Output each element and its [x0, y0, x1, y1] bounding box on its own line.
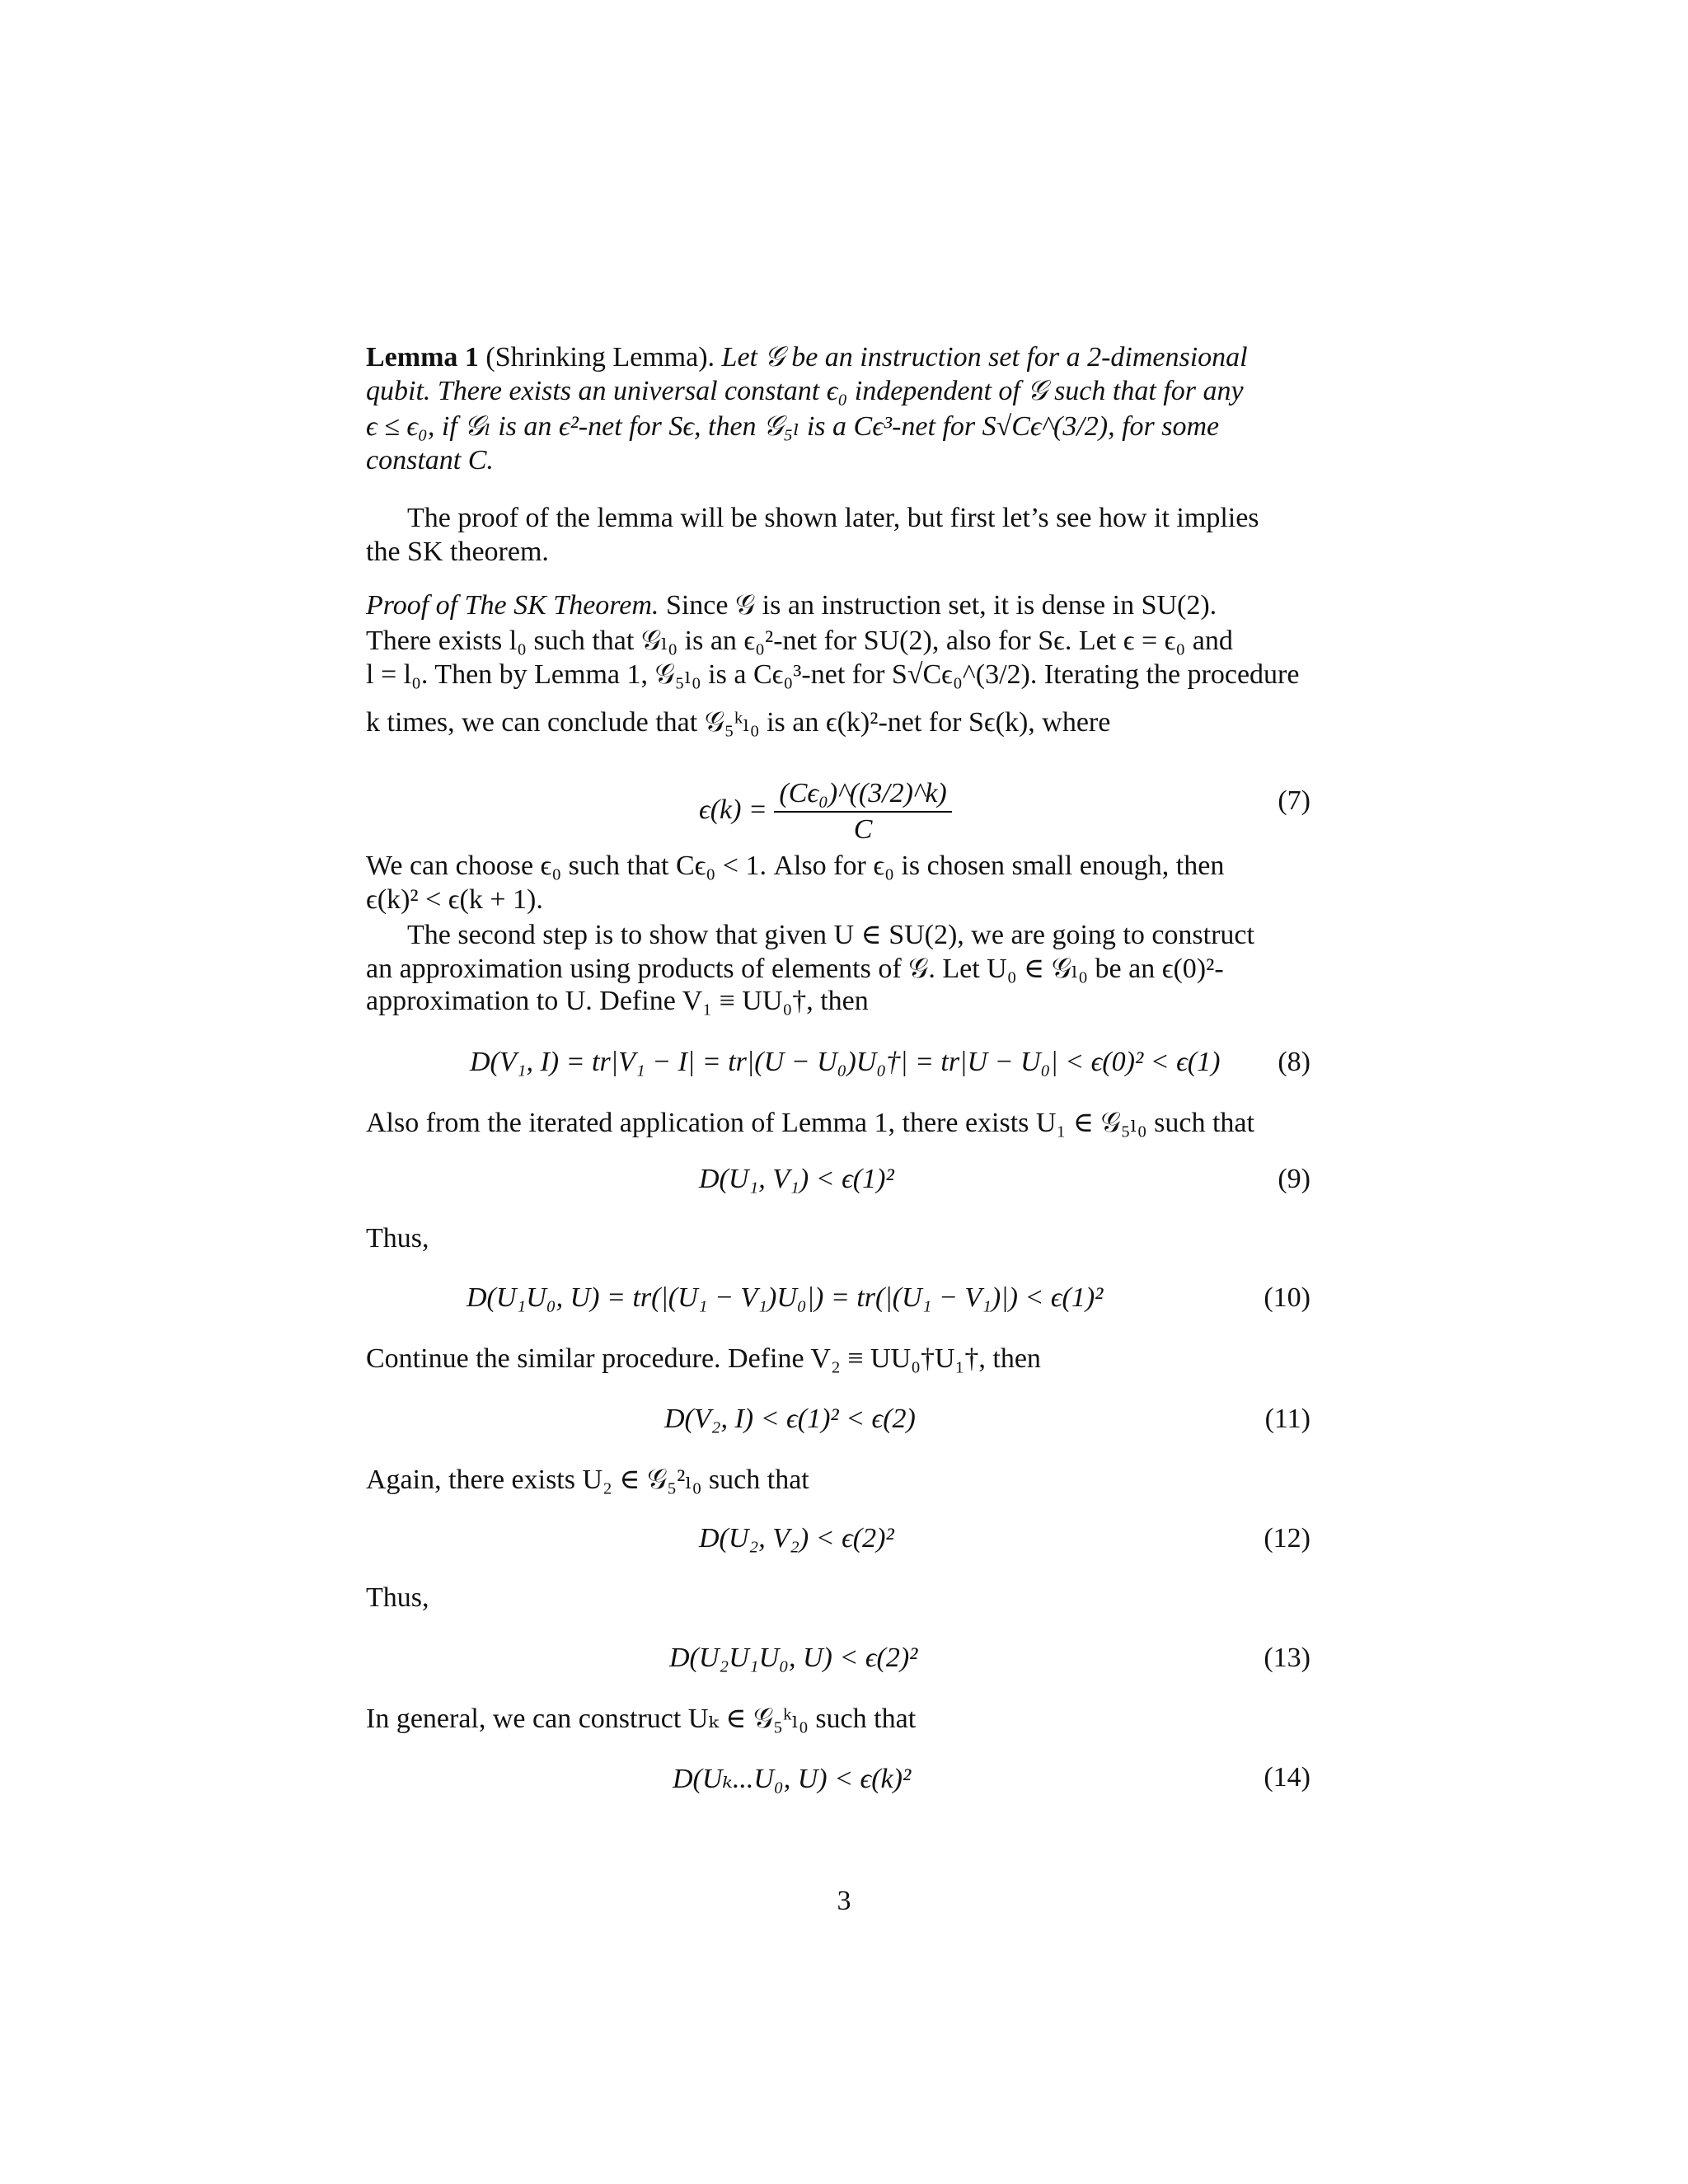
- intro-line-2: the SK theorem.: [366, 537, 549, 567]
- equation-11-number: (11): [1264, 1404, 1311, 1434]
- equation-10-number: (10): [1264, 1282, 1311, 1313]
- lemma-line-1: [366, 342, 1311, 373]
- page-number: 3: [837, 1886, 851, 1916]
- equation-8: D(V₁, I) = tr|V₁ − I| = tr|(U − U₀)U₀†| = tr|U − U₀| < ϵ(0)² < ϵ(1): [470, 1047, 1221, 1077]
- proof-line-3: l = l₀. Then by Lemma 1, 𝒢₅ₗ₀ is a Cϵ₀³-net for S√Cϵ₀^(3/2). Iterating the procedure: [366, 659, 1300, 690]
- proof-line-2: There exists l₀ such that 𝒢ₗ₀ is an ϵ₀²-net for SU(2), also for Sϵ. Let ϵ = ϵ₀ and: [366, 626, 1233, 656]
- lemma-line-2: qubit. There exists an universal constant ϵ₀ independent of 𝒢 such that for any: [366, 376, 1244, 406]
- lemma-title: Lemma 1: [366, 342, 479, 373]
- eq7-fraction: [774, 778, 951, 846]
- equation-11: D(V₂, I) < ϵ(1)² < ϵ(2): [664, 1404, 916, 1434]
- choose-line-2: ϵ(k)² < ϵ(k + 1).: [366, 884, 543, 915]
- equation-13-number: (13): [1264, 1643, 1311, 1673]
- intro-line-1: The proof of the lemma will be shown later, but first let’s see how it implies: [407, 503, 1259, 533]
- second-line-2: an approximation using products of elements of 𝒢. Let U₀ ∈ 𝒢ₗ₀ be an ϵ(0)²-: [366, 954, 1224, 984]
- eq7-lhs: ϵ(k) =: [699, 794, 767, 825]
- lemma-line-3: ϵ ≤ ϵ₀, if 𝒢ₗ is an ϵ²-net for Sϵ, then 𝒢₅ₗ is a Cϵ³-net for S√Cϵ^(3/2), for some: [366, 411, 1220, 442]
- equation-9: D(U₁, V₁) < ϵ(1)²: [699, 1164, 894, 1194]
- continue-paragraph: Continue the similar procedure. Define V₂ ≡ UU₀†U₁†, then: [366, 1343, 1041, 1374]
- proof-line-4: k times, we can conclude that 𝒢₅ᵏₗ₀ is an ϵ(k)²-net for Sϵ(k), where: [366, 707, 1111, 738]
- equation-7-number: (7): [1278, 785, 1311, 816]
- second-line-3: approximation to U. Define V₁ ≡ UU₀†, then: [366, 986, 869, 1016]
- proof-line-1-text: Since 𝒢 is an instruction set, it is dense in SU(2).: [665, 590, 1217, 621]
- also-paragraph: Also from the iterated application of Lemma 1, there exists U₁ ∈ 𝒢₅ₗ₀ such that: [366, 1108, 1254, 1138]
- equation-12: D(U₂, V₂) < ϵ(2)²: [699, 1523, 894, 1554]
- again-paragraph: Again, there exists U₂ ∈ 𝒢₅²ₗ₀ such that: [366, 1465, 809, 1495]
- equation-10: D(U₁U₀, U) = tr(|(U₁ − V₁)U₀|) = tr(|(U₁ − V₁)|) < ϵ(1)²: [467, 1282, 1104, 1313]
- eq7-denominator: C: [853, 814, 873, 845]
- proof-line-1: [366, 590, 1311, 621]
- eq7-numerator: (Cϵ₀)^((3/2)^k): [774, 778, 951, 813]
- thus-2: Thus,: [366, 1582, 429, 1613]
- equation-14-number: (14): [1264, 1762, 1311, 1793]
- equation-13: D(U₂U₁U₀, U) < ϵ(2)²: [669, 1643, 918, 1673]
- equation-8-number: (8): [1278, 1047, 1311, 1077]
- equation-7: [699, 778, 952, 846]
- equation-9-number: (9): [1278, 1164, 1311, 1194]
- second-line-1: The second step is to show that given U ∈ SU(2), we are going to construct: [407, 920, 1254, 950]
- thus-1: Thus,: [366, 1223, 429, 1254]
- lemma-line-1-text: Let 𝒢 be an instruction set for a 2-dimensional: [721, 342, 1248, 373]
- lemma-name: (Shrinking Lemma).: [485, 342, 715, 373]
- choose-line-1: We can choose ϵ₀ such that Cϵ₀ < 1. Also for ϵ₀ is chosen small enough, then: [366, 851, 1225, 881]
- equation-12-number: (12): [1264, 1523, 1311, 1554]
- general-paragraph: In general, we can construct Uₖ ∈ 𝒢₅ᵏₗ₀ such that: [366, 1704, 917, 1734]
- proof-label: Proof of The SK Theorem.: [366, 590, 659, 621]
- lemma-line-4: constant C.: [366, 445, 494, 476]
- equation-14: D(Uₖ...U₀, U) < ϵ(k)²: [673, 1764, 912, 1794]
